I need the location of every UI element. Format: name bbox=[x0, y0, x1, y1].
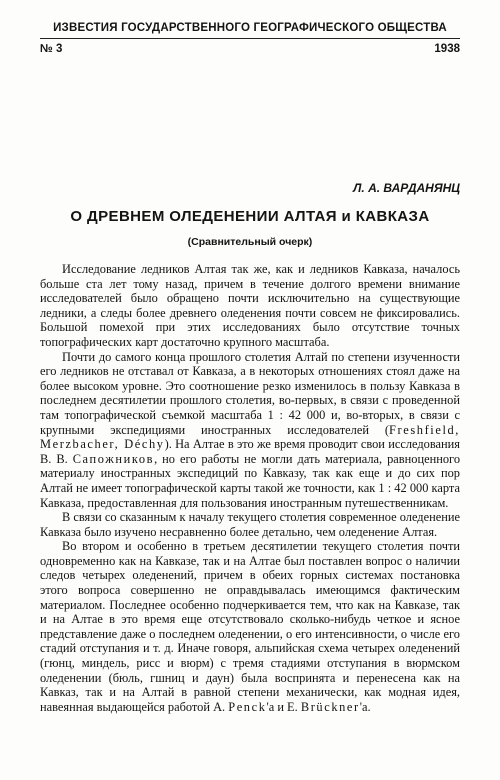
paragraph-3: В связи со сказанным к началу текущего столетия современное оледенение Кавказа было изучено несравненно более детально, чем оледенение Алтая. bbox=[40, 510, 460, 539]
publication-year: 1938 bbox=[434, 43, 460, 55]
author-name-penck: Penck bbox=[228, 699, 267, 714]
article-subtitle: (Сравнительный очерк) bbox=[187, 236, 313, 248]
paragraph-2 bbox=[40, 350, 460, 511]
journal-header: ИЗВЕСТИЯ ГОСУДАРСТВЕННОГО ГЕОГРАФИЧЕСКОГО ОБЩЕСТВА bbox=[53, 22, 447, 34]
explorer-name-sapozhnikov: Сапожников bbox=[72, 451, 155, 466]
paragraph-4-text-b: 'а и E. bbox=[266, 699, 301, 714]
paragraph-4-text-a: Во втором и особенно в третьем десятилетии текущего столетия почти одновременно как на Кавказе, так и на Алтае был поставлен вопрос о наличии следов четырех оледенений, причем в обеих горных системах постановка этого вопроса совершенно не оправдывалась имеющимся фактическим материалом. Последнее особенно подчеркивается тем, что как на Кавказе, так и на Алтае в это время еще отсутствовало сколько-нибудь четкое и ясное представление даже о последнем оледенении, о его интенсивности, о числе его стадий отступания и т. д. Иначе говоря, альпийская схема четырех оледенений (гюнц, миндель, рисс и вюрм) с тремя стадиями отступания в вюрмском оледенении (бюль, гшниц и даун) была воспринята и перенесена как на Кавказ, так и на Алтай в равной степени механически, как модная идея, навеянная выдающейся работой A. bbox=[40, 539, 460, 714]
article-author: Л. А. ВАРДАНЯНЦ bbox=[353, 181, 460, 195]
explorer-names: Freshfield, Merzbacher, Déchy bbox=[40, 422, 460, 452]
issue-number: № 3 bbox=[40, 43, 63, 55]
paragraph-4-text-c: 'а. bbox=[359, 699, 371, 714]
article-body bbox=[40, 262, 460, 714]
paragraph-4 bbox=[40, 539, 460, 714]
header-rule bbox=[40, 38, 460, 39]
paragraph-2-text-b: ). На Алтае в это же время проводит свои исследования В. В. bbox=[40, 437, 460, 466]
article-title: О ДРЕВНЕМ ОЛЕДЕНЕНИИ АЛТАЯ и КАВКАЗА bbox=[70, 208, 430, 225]
author-name-bruckner: Brückner bbox=[300, 699, 360, 714]
paragraph-2-text-c: , но его работы не могли дать материала, равноценного материалу иностранных экспедиций по Кавказу, так как еще и до сих пор Алтай не имеет топографической карты такой же точности, как 1 : 42 000 карта Кавказа, предоставленная для пользования иностранным путешественникам. bbox=[40, 451, 461, 510]
paragraph-1: Исследование ледников Алтая так же, как и ледников Кавказа, началось больше ста лет тому назад, причем в течение долгого времени внимание исследователей было обращено почти исключительно на существующие ледники, а следы более древнего оледенения почти совсем не фиксировались. Большой помехой при этих исследованиях было отсутствие точных топографических карт достаточно крупного масштаба. bbox=[40, 262, 460, 349]
paragraph-2-text-a: Почти до самого конца прошлого столетия Алтай по степени изученности его ледников не отставал от Кавказа, а в некоторых отношениях стоял даже на более высоком уровне. Это соотношение резко изменилось в пользу Кавказа в последнем десятилетии прошлого столетия, во-первых, в связи с проведенной там топографической съемкой масштаба 1 : 42 000 и, во-вторых, в связи с крупными экспедициями иностранных исследователей ( bbox=[40, 349, 460, 437]
